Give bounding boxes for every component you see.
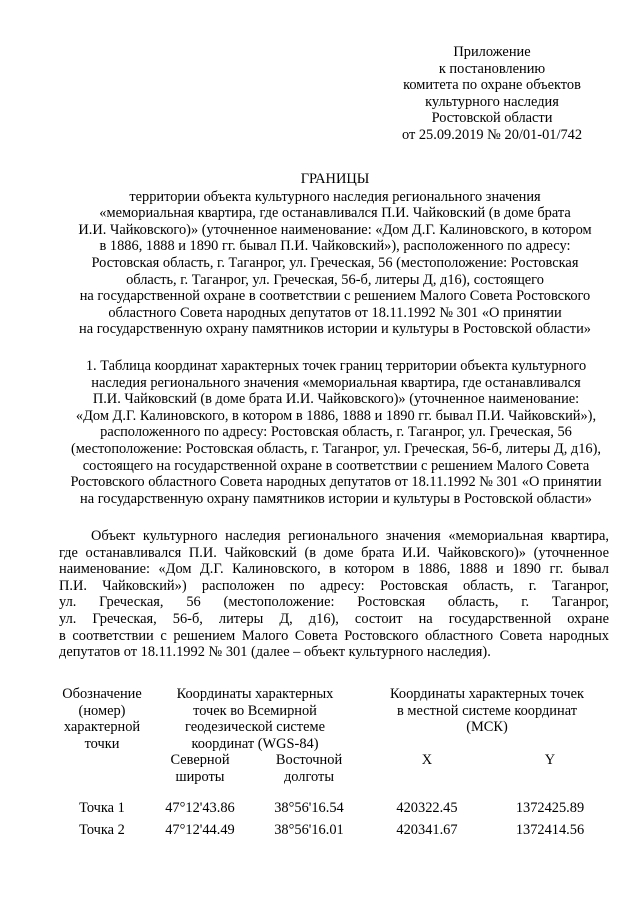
section-line: (местоположение: Ростовская область, г. Таганрог, ул. Греческая, 56-б, литеры Д, д16), — [71, 440, 601, 457]
header-text: геодезической системе — [185, 719, 325, 736]
cell-point: Точка 2 — [79, 822, 125, 839]
header-text: точки — [84, 735, 120, 752]
title-line: «мемориальная квартира, где останавливался П.И. Чайковский (в доме брата — [99, 205, 571, 222]
header-text: Координаты характерных — [176, 686, 334, 702]
table-row — [58, 822, 610, 839]
cell-latitude: 47°12'44.49 — [165, 822, 235, 839]
section-line: П.И. Чайковский (в доме брата И.И. Чайковского)» (уточненное наименование: — [92, 391, 580, 408]
paragraph-line: Объект культурного наследия регионального значения «мемориальная квартира, — [91, 528, 609, 544]
subheader-text: Восточной — [275, 752, 343, 769]
subheader-text: широты — [175, 768, 225, 785]
appendix-line: Приложение — [453, 44, 531, 60]
section-line: состоящего на государственной охране в соответствии с решением Малого Совета — [82, 457, 590, 474]
header-point-designation — [58, 686, 146, 752]
subheader-text: Северной — [170, 752, 230, 769]
title-line: область, г. Таганрог, ул. Греческая, 56-б, литеры Д, д16), состоящего — [126, 271, 544, 288]
title-line: на государственной охране в соответствии с решением Малого Совета Ростовского — [79, 288, 591, 305]
section-1-heading — [60, 358, 612, 507]
header-text: Координаты характерных точек — [390, 686, 584, 702]
section-line: расположенного по адресу: Ростовская область, г. Таганрог, ул. Греческая, 56 — [100, 424, 572, 441]
paragraph-line: ул. Греческая, 56-б, литеры Д, д16), состоит на государственной охране — [59, 610, 609, 627]
header-text: в местной системе координат — [396, 702, 578, 719]
section-line: Ростовского областного Совета народных депутатов от 18.11.1992 № 301 «О принятии — [70, 474, 602, 491]
header-msk — [364, 686, 610, 752]
document-title-block — [55, 171, 615, 338]
header-text: Обозначение — [62, 686, 142, 702]
paragraph-line: где останавливался П.И. Чайковский (в доме брата И.И. Чайковского)» (уточненное — [59, 544, 609, 561]
title-line: на государственную охрану памятников истории и культуры в Ростовской области» — [79, 321, 591, 338]
subheader-y: Y — [544, 752, 556, 769]
title-line: Ростовская область, г. Таганрог, ул. Греческая, 56 (местоположение: Ростовская — [91, 254, 579, 271]
cell-point: Точка 1 — [79, 799, 125, 816]
section-line: 1. Таблица координат характерных точек границ территории объекта культурного — [85, 358, 587, 374]
table-row — [58, 800, 610, 817]
document-heading: ГРАНИЦЫ — [300, 171, 370, 187]
cell-longitude: 38°56'16.54 — [274, 799, 344, 816]
section-line: наследия регионального значения «мемориальная квартира, где останавливался — [91, 374, 581, 391]
cell-x: 420322.45 — [396, 799, 458, 816]
coordinates-table — [58, 686, 610, 839]
title-line: областного Совета народных депутатов от 18.11.1992 № 301 «О принятии — [108, 304, 562, 321]
paragraph-line: депутатов от 18.11.1992 № 301 (далее – объект культурного наследия). — [59, 644, 491, 661]
cell-y: 1372425.89 — [515, 799, 585, 816]
header-text: точек во Всемирной — [193, 702, 317, 719]
subheader-text: долготы — [283, 768, 334, 785]
header-wgs84 — [146, 686, 364, 752]
paragraph-line: наименование: «Дом Д.Г. Калиновского, в котором в 1886, 1888 и 1890 гг. бывал — [59, 561, 609, 578]
paragraph-line: П.И. Чайковский») расположен по адресу: Ростовская область, г. Таганрог, — [59, 577, 609, 594]
subheader-empty — [58, 752, 146, 785]
appendix-line: к постановлению — [438, 60, 546, 77]
title-line: в 1886, 1888 и 1890 гг. бывал П.И. Чайковский»), расположенного по адресу: — [99, 238, 571, 255]
section-line: на государственную охрану памятников истории и культуры в Ростовской области» — [80, 490, 592, 507]
appendix-date-line: от 25.09.2019 № 20/01-01/742 — [401, 126, 583, 143]
subheader-east-longitude — [254, 752, 364, 785]
paragraph-line: в соответствии с решением Малого Совета Ростовского областного Совета народных — [59, 627, 609, 644]
cell-x: 420341.67 — [396, 822, 458, 839]
subheader-north-latitude — [146, 752, 254, 785]
cell-longitude: 38°56'16.01 — [274, 822, 344, 839]
header-text: (МСК) — [466, 719, 508, 736]
appendix-block — [392, 44, 592, 144]
header-text: (номер) — [78, 702, 126, 719]
title-line: И.И. Чайковского)» (уточненное наименование: «Дом Д.Г. Калиновского, в котором — [78, 221, 592, 238]
cell-latitude: 47°12'43.86 — [165, 799, 235, 816]
appendix-line: комитета по охране объектов — [403, 77, 581, 94]
header-text: координат (WGS-84) — [191, 735, 319, 752]
cell-y: 1372414.56 — [515, 822, 585, 839]
paragraph-line: ул. Греческая, 56 (местоположение: Ростовская область, г. Таганрог, — [59, 594, 609, 611]
table-subheader-row — [58, 752, 610, 785]
appendix-line: Ростовской области — [431, 110, 553, 127]
appendix-line: культурного наследия — [425, 93, 559, 110]
subheader-x: X — [421, 752, 433, 769]
title-line: территории объекта культурного наследия регионального значения — [129, 188, 541, 205]
table-header-row — [58, 686, 610, 752]
description-paragraph — [59, 528, 609, 661]
section-line: «Дом Д.Г. Калиновского, в котором в 1886, 1888 и 1890 гг. бывал П.И. Чайковский»), — [75, 407, 597, 424]
header-text: характерной — [63, 719, 141, 736]
